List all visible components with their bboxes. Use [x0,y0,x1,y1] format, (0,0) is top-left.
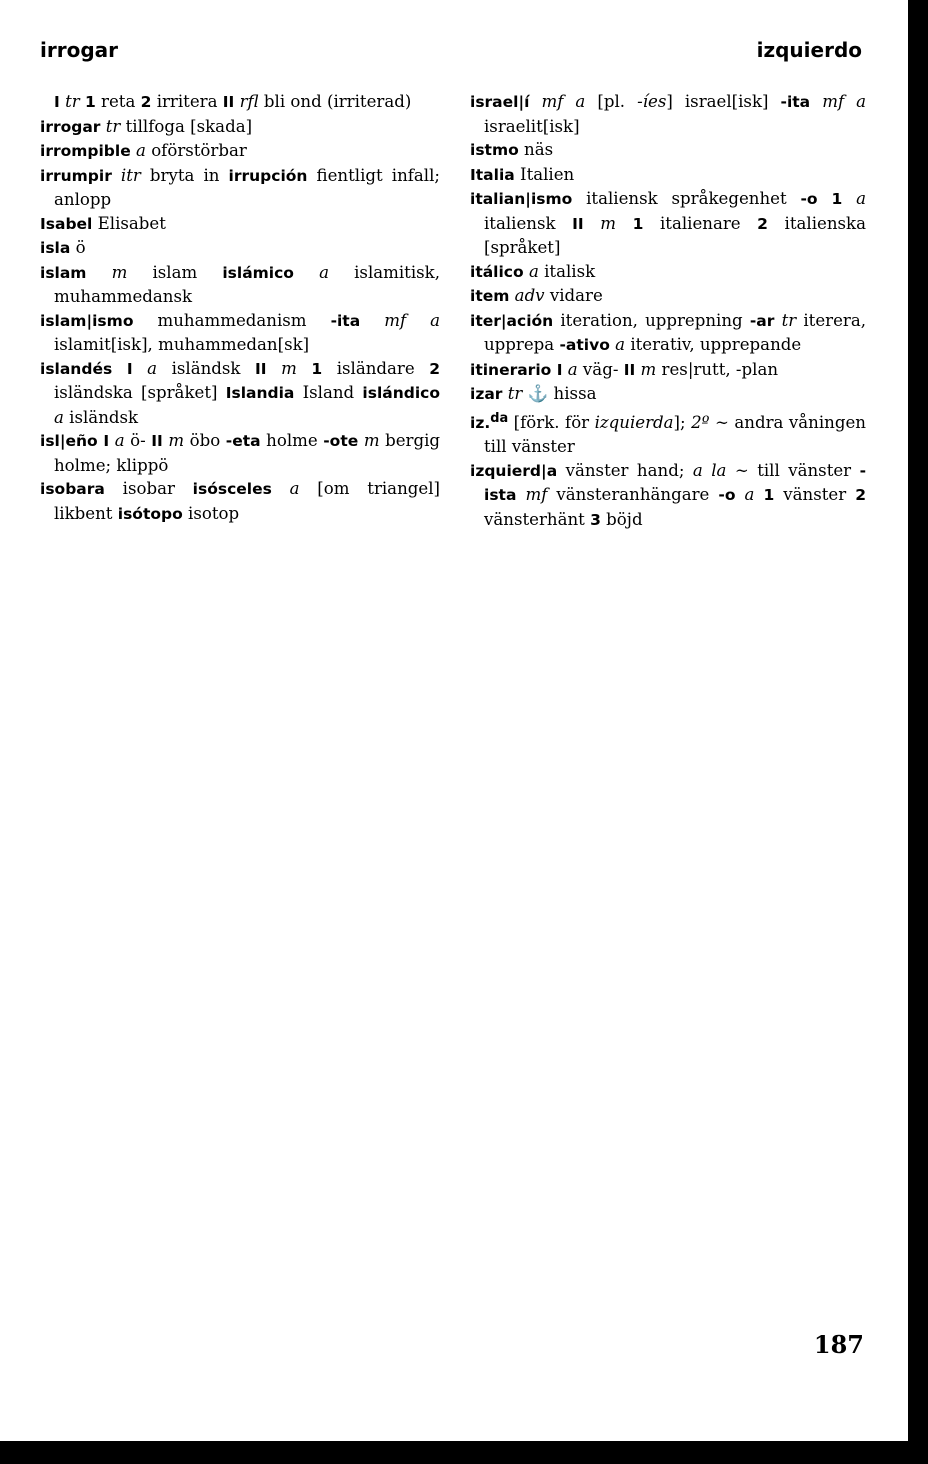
left-column [40,90,440,526]
dictionary-entry: I tr 1 reta 2 irritera II rfl bli ond (irriterad) [54,92,412,111]
dictionary-entry: islandés I a isländsk II m 1 isländare 2 isländska [språket] Islandia Island islándico a isländsk [40,358,441,427]
dictionary-entry: italian|ismo italiensk språkegenhet -o 1 a italiensk II m 1 italienare 2 italienska [språket] [470,189,867,257]
dictionary-entry: irrogar tr tillfoga [skada] [40,116,253,136]
dictionary-entry: iter|ación iteration, upprepning -ar tr iterera, upprepa -ativo a iterativ, upprepande [470,310,866,354]
dictionary-entry: istmo näs [470,140,554,159]
right-guide-word: izquierdo [756,38,862,62]
dictionary-entry: Italia Italien [470,164,575,184]
page-number: 187 [813,1330,864,1359]
dictionary-entry: iz.$^{da}$ [förk. för izquierda]; 2º ∼ andra våningen till vänster [470,410,866,457]
dictionary-entry: izquierd|a vänster hand; a la ∼ till vänster -ista mf vänsteranhängare -o a 1 vänster 2 vänsterhänt 3 böjd [470,460,866,529]
dictionary-entry: irrompible a oförstörbar [40,141,247,160]
dictionary-entry: israel|í mf a [pl. -íes] israel[isk] -ita mf a israelit[isk] [470,92,867,136]
dictionary-entry: islam|ismo muhammedanism -ita mf a islamit[isk], muhammedan[sk] [40,310,441,354]
dictionary-entry: itinerario I a väg- II m res|rutt, -plan [470,359,779,379]
dictionary-entry: irrumpir itr bryta in irrupción fientligt infall; anlopp [40,165,440,209]
left-guide-word: irrogar [40,38,118,62]
right-column [470,90,866,532]
dictionary-entry: isl|eño I a ö- II m öbo -eta holme -ote m bergig holme; klippö [40,431,441,475]
dictionary-entry: islam m islam islámico a islamitisk, muhammedansk [40,262,441,306]
dictionary-entry: izar tr ⚓ hissa [470,384,597,403]
dictionary-entry: itálico a italisk [470,261,596,281]
dictionary-entry: isobara isobar isósceles a [om triangel] likbent isótopo isotop [40,479,440,523]
dictionary-entry: item adv vidare [470,286,603,305]
dictionary-entry: Isabel Elisabet [40,213,166,233]
dictionary-entry: isla ö [40,238,86,257]
